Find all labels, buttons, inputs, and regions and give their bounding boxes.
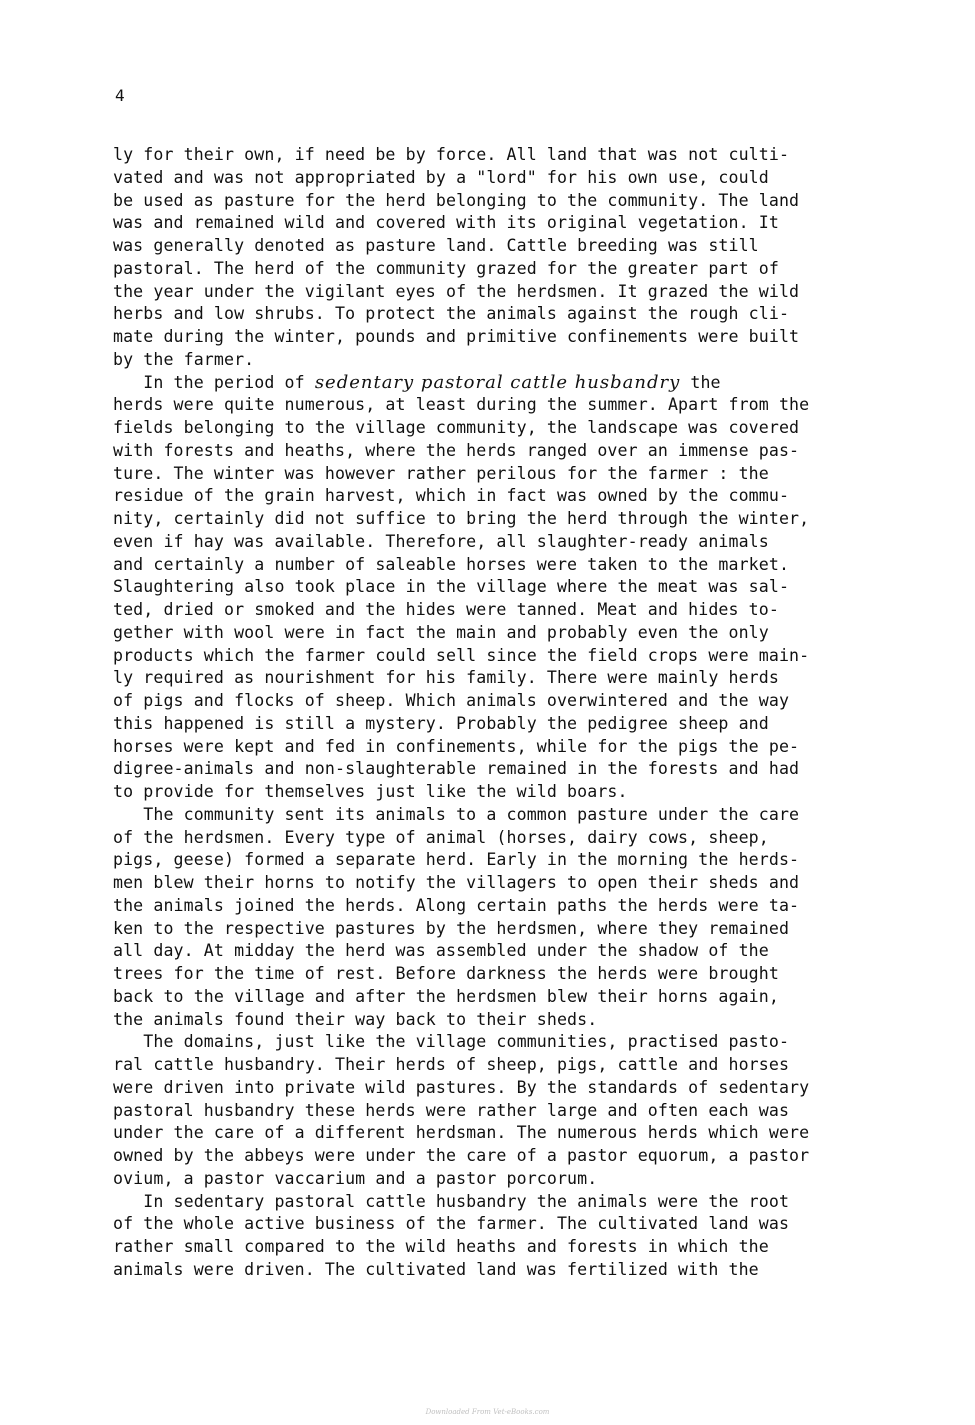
text-line: The domains, just like the village communities, practised pasto- [113,1032,790,1052]
text-line: the year under the vigilant eyes of the herdsmen. It grazed the wild [113,281,800,301]
text-line: ken to the respective pastures by the herdsmen, where they remained [113,918,790,938]
text-line: fields belonging to the village community, the landscape was covered [113,418,800,437]
text-line: gether with wool were in fact the main and probably even the only [113,622,769,642]
text-line: herbs and low shrubs. To protect the animals against the rough cli- [113,304,790,324]
text-line: trees for the time of rest. Before darkness the herds were brought [113,964,779,983]
text-line: ovium, a pastor vaccarium and a pastor porcorum. [113,1168,598,1188]
text-line: digree-animals and non-slaughterable remained in the forests and had [113,759,800,779]
text-line: men blew their horns to notify the villagers to open their sheds and [113,873,800,892]
text-line: the animals found their way back to their sheds. [113,1009,598,1029]
text-line: all day. At midday the herd was assembled under the shadow of the [113,941,769,961]
text-line: to provide for themselves just like the wild boars. [113,782,628,801]
text-line: In sedentary pastoral cattle husbandry the animals were the root [113,1191,790,1211]
text-line: nity, certainly did not suffice to bring the herd through the winter, [113,509,810,528]
text-line: was generally denoted as pasture land. Cattle breeding was still [113,236,759,255]
text-line: ly for their own, if need be by force. All land that was not culti- [113,145,790,164]
text-line: was and remained wild and covered with its original vegetation. It [113,213,779,233]
text-line: The community sent its animals to a common pasture under the care [113,804,800,824]
download-watermark: Downloaded From Vet-eBooks.com [425,1408,550,1416]
text-line: of the whole active business of the farmer. The cultivated land was [113,1214,790,1234]
text-line: herds were quite numerous, at least during the summer. Apart from the [113,395,810,415]
line-lead: In the period of [113,372,315,392]
text-line: horses were kept and fed in confinements, while for the pigs the pe- [113,736,800,756]
text-line: mate during the winter, pounds and primitive confinements were built [113,327,800,346]
body-text [113,144,913,1282]
text-line: the animals joined the herds. Along certain paths the herds were ta- [113,895,800,915]
line-tail: the [680,372,721,392]
text-line: of the herdsmen. Every type of animal (horses, dairy cows, sheep, [113,827,769,847]
text-line: ly required as nourishment for his family. There were mainly herds [113,668,779,688]
text-line: pigs, geese) formed a separate herd. Early in the morning the herds- [113,850,800,870]
text-line: of pigs and flocks of sheep. Which animals overwintered and the way [113,691,790,710]
text-line: owned by the abbeys were under the care of a pastor equorum, a pastor [113,1146,810,1165]
text-line: back to the village and after the herdsmen blew their horns again, [113,986,779,1006]
page-number: 4 [115,86,125,105]
text-line: animals were driven. The cultivated land was fertilized with the [113,1259,759,1279]
text-line: by the farmer. [113,349,255,369]
text-line: ral cattle husbandry. Their herds of sheep, pigs, cattle and horses [113,1055,790,1074]
text-line: this happened is still a mystery. Probably the pedigree sheep and [113,713,769,733]
text-line-with-emphasis [113,372,913,395]
text-line: Slaughtering also took place in the village where the meat was sal- [113,577,790,597]
text-line: pastoral. The herd of the community grazed for the greater part of [113,258,779,278]
text-line: ture. The winter was however rather perilous for the farmer : the [113,463,769,483]
text-line: rather small compared to the wild heaths and forests in which the [113,1237,769,1256]
text-line: residue of the grain harvest, which in fact was owned by the commu- [113,486,790,506]
text-line: vated and was not appropriated by a "lord" for his own use, could [113,167,769,187]
text-line: under the care of a different herdsman. The numerous herds which were [113,1123,810,1143]
text-line: pastoral husbandry these herds were rather large and often each was [113,1100,790,1120]
text-line: even if hay was available. Therefore, all slaughter-ready animals [113,531,769,551]
text-line: and certainly a number of saleable horses were taken to the market. [113,554,790,574]
text-line: were driven into private wild pastures. By the standards of sedentary [113,1077,810,1097]
text-line: products which the farmer could sell since the field crops were main- [113,645,810,665]
text-line: be used as pasture for the herd belonging to the community. The land [113,190,800,210]
text-line: ted, dried or smoked and the hides were tanned. Meat and hides to- [113,600,779,619]
text-line: with forests and heaths, where the herds ranged over an immense pas- [113,440,800,460]
emphasized-term: sedentary pastoral cattle husbandry [314,371,681,393]
